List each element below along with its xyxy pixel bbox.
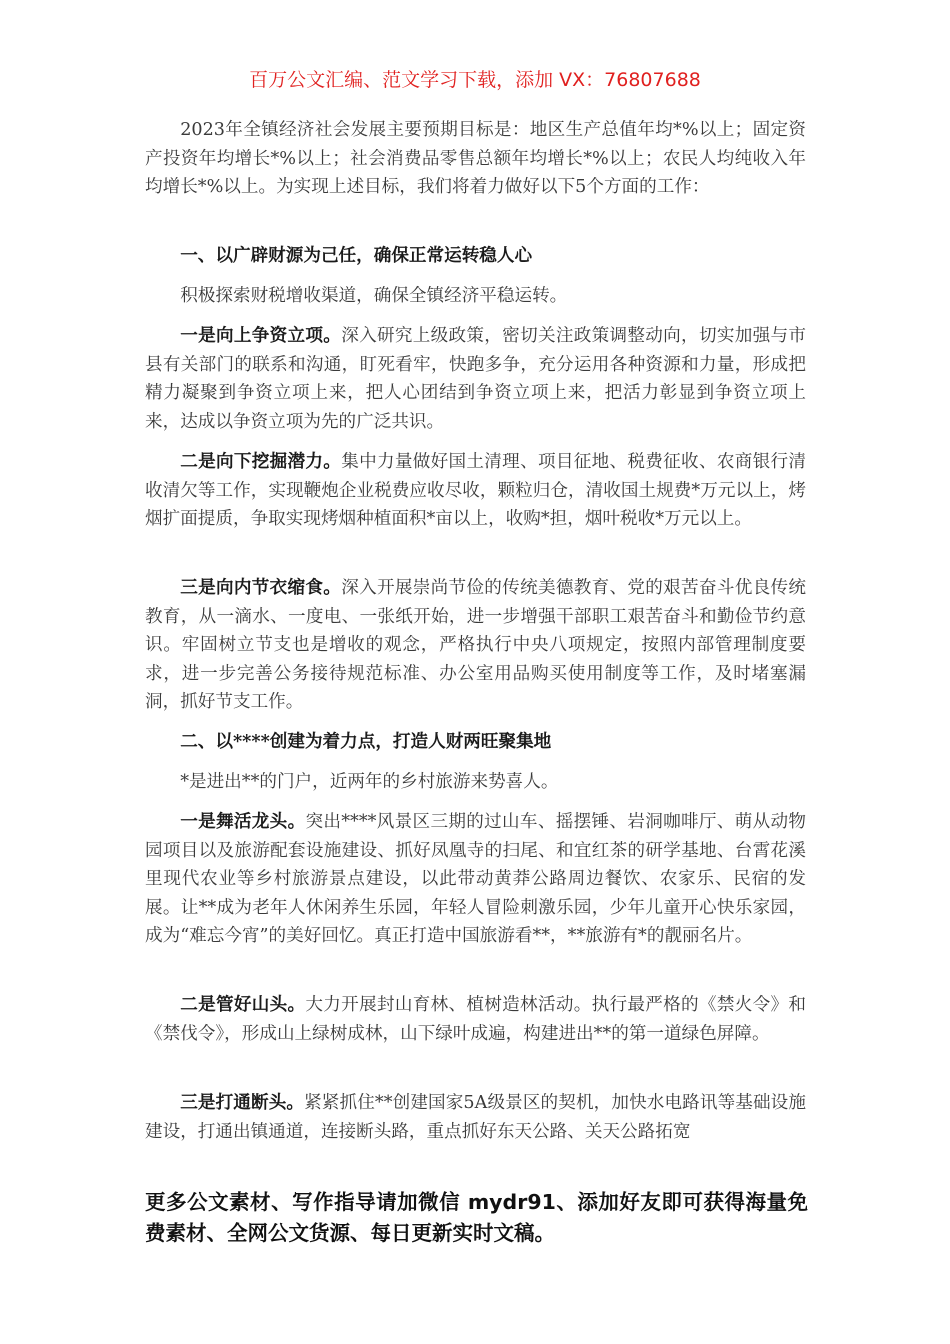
paragraph-text: 紧紧抓住**创建国家5A级景区的契机，加快水电路讯等基础设施建设，打通出镇通道，连接断头路，重点抓好东天公路、关天公路拓宽 (145, 1093, 806, 1142)
paragraph-text: 深入开展崇尚节俭的传统美德教育、党的艰苦奋斗优良传统教育，从一滴水、一度电、一张纸开始，进一步增强干部职工艰苦奋斗和勤俭节约意识。牢固树立节支也是增收的观念，严格执行中央八项规定，按照内部管理制度要求，进一步完善公务接待规范标准、办公室用品购买使用制度等工作，及时堵塞漏洞，抓好节支工作。 (145, 578, 806, 713)
paragraph-text: 大力开展封山育林、植树造林活动。执行最严格的《禁火令》和《禁伐令》，形成山上绿树成林，山下绿叶成遍，构建进出**的第一道绿色屏障。 (145, 995, 806, 1044)
paragraph (145, 574, 806, 717)
paragraph (145, 991, 806, 1048)
paragraph (145, 808, 806, 951)
paragraph: *是进出**的门户，近两年的乡村旅游来势喜人。 (180, 772, 559, 792)
paragraph-lead: 一是舞活龙头。 (180, 811, 306, 832)
intro-paragraph (145, 116, 806, 202)
paragraph-lead: 一是向上争资立项。 (180, 325, 342, 346)
paragraph-lead: 三是向内节衣缩食。 (180, 577, 342, 598)
section-heading-1: 一、以广辟财源为己任，确保正常运转稳人心 (180, 245, 533, 266)
paragraph (145, 322, 806, 436)
paragraph (145, 1089, 806, 1146)
paragraph: 积极探索财税增收渠道，确保全镇经济平稳运转。 (180, 286, 568, 306)
paragraph-lead: 二是向下挖掘潜力。 (180, 451, 342, 472)
paragraph (145, 448, 806, 534)
footer-note: 更多公文素材、写作指导请加微信 mydr91、添加好友即可获得海量免费素材、全网公文货源、每日更新实时文稿。 (145, 1190, 808, 1245)
header-banner: 百万公文汇编、范文学习下载，添加 VX：76807688 (249, 69, 701, 91)
paragraph-text: 集中力量做好国土清理、项目征地、税费征收、农商银行清收清欠等工作，实现鞭炮企业税费应收尽收，颗粒归仓，清收国土规费*万元以上，烤烟扩面提质，争取实现烤烟种植面积*亩以上，收购*担，烟叶税收*万元以上。 (145, 452, 806, 530)
paragraph-text: 突出****风景区三期的过山车、摇摆锤、岩洞咖啡厅、萌从动物园项目以及旅游配套设施建设、抓好凤凰寺的扫尾、和宜红茶的研学基地、台霄花溪里现代农业等乡村旅游景点建设，以此带动黄莽公路周边餐饮、农家乐、民宿的发展。让**成为老年人休闲养生乐园，年轻人冒险刺激乐园，少年儿童开心快乐家园，成为“难忘今宵”的美好回忆。真正打造中国旅游看**，**旅游有*的靓丽名片。 (145, 812, 806, 947)
paragraph-lead: 二是管好山头。 (180, 994, 306, 1015)
section-heading-2: 二、以****创建为着力点，打造人财两旺聚集地 (180, 731, 552, 752)
paragraph-text: 深入研究上级政策，密切关注政策调整动向，切实加强与市县有关部门的联系和沟通，盯死看牢，快跑多争，充分运用各种资源和力量，形成把精力凝聚到争资立项上来，把人心团结到争资立项上来，把活力彰显到争资立项上来，达成以争资立项为先的广泛共识。 (145, 326, 806, 432)
paragraph-lead: 三是打通断头。 (180, 1092, 305, 1113)
paragraph-text: 2023年全镇经济社会发展主要预期目标是：地区生产总值年均*%以上；固定资产投资年均增长*%以上；社会消费品零售总额年均增长*%以上；农民人均纯收入年均增长*%以上。为实现上述目标，我们将着力做好以下5个方面的工作： (145, 120, 806, 198)
